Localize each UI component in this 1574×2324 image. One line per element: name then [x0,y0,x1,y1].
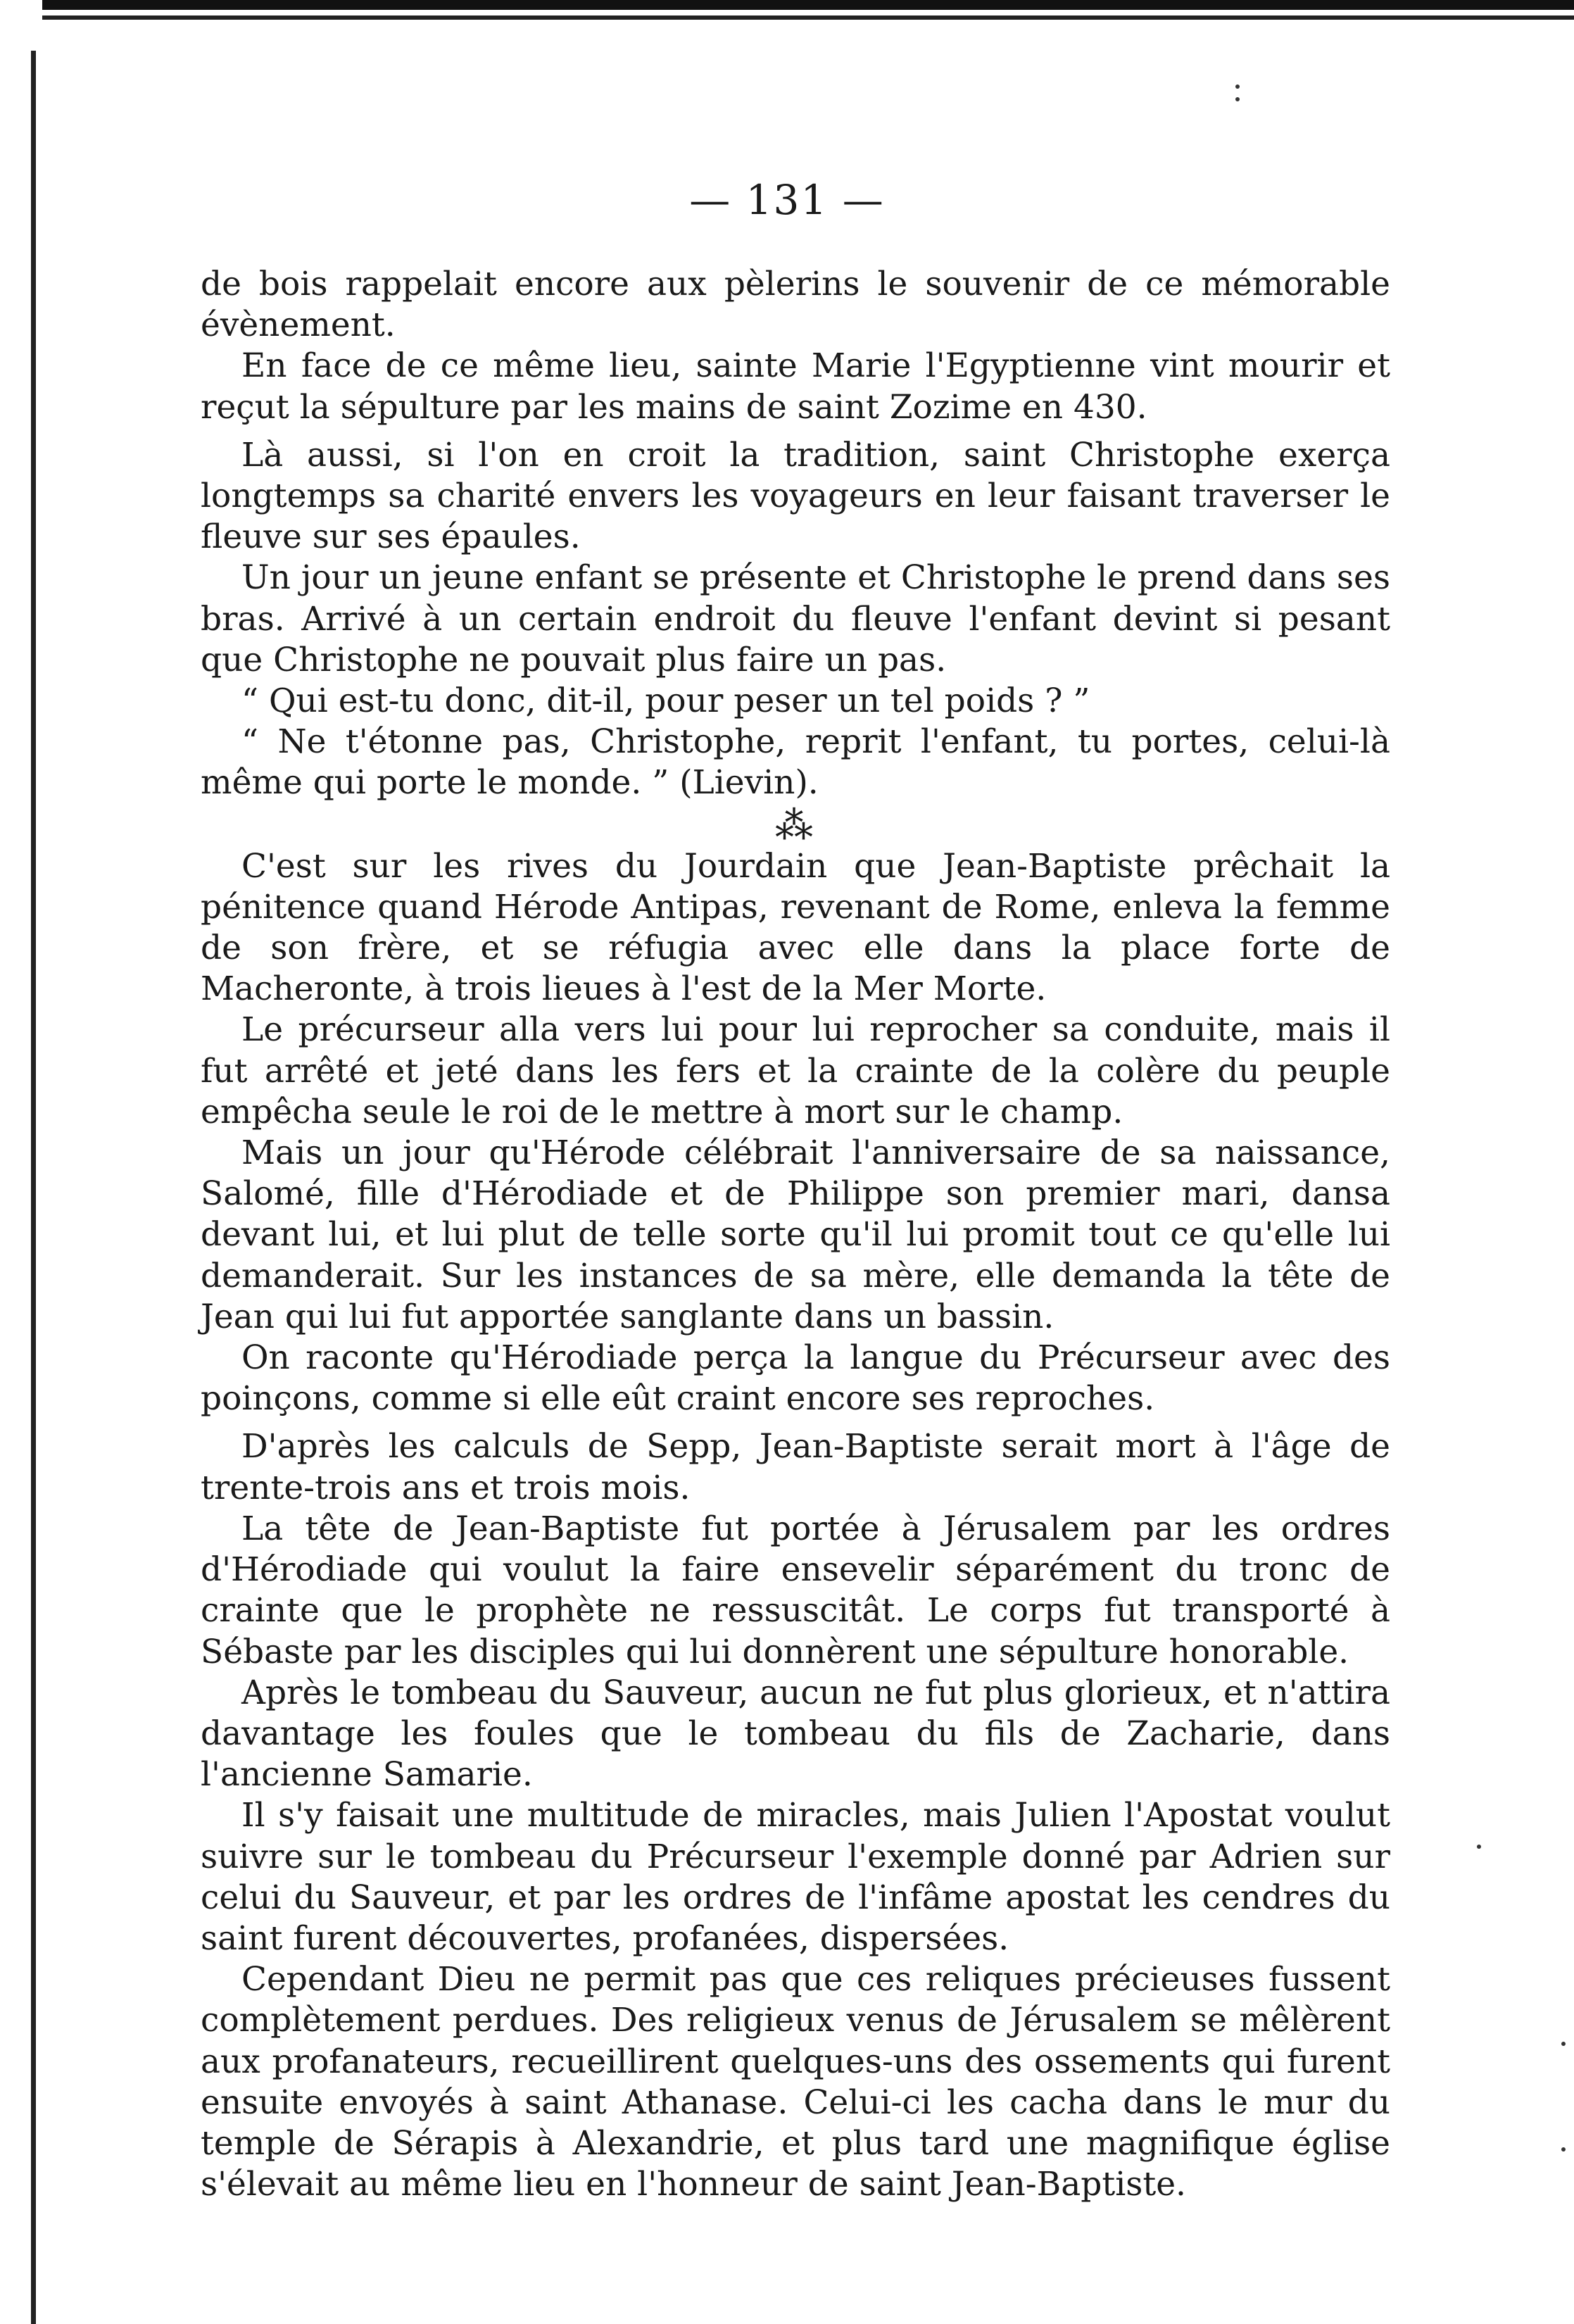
print-speck [1561,2042,1566,2046]
left-binding-edge [31,51,36,2324]
print-speck [1235,84,1240,89]
paragraph: “ Ne t'étonne pas, Christophe, reprit l'enfant, tu portes, celui-là même qui porte le monde. ” (Lievin). [201,722,1390,803]
paragraph: Un jour un jeune enfant se présente et Christophe le prend dans ses bras. Arrivé à un certain endroit du fleuve l'enfant devint si pesant que Christophe ne pouvait plus faire un pas. [201,558,1390,679]
top-border-rule [42,0,1574,10]
paragraph: La tête de Jean-Baptiste fut portée à Jérusalem par les ordres d'Hérodiade qui voulut la faire ensevelir séparément du tronc de crainte que le prophète ne ressuscitât. Le corps fut transporté à Sébaste par les disciples qui lui donnèrent une sépulture honorable. [201,1509,1390,1671]
print-speck [1235,97,1240,101]
section-asterism: ⁂ [775,803,816,848]
paragraph: C'est sur les rives du Jourdain que Jean-Baptiste prêchait la pénitence quand Hérode Antipas, revenant de Rome, enleva la femme de son frère, et se réfugia avec elle dans la place forte de Macheronte, à trois lieues à l'est de la Mer Morte. [201,846,1390,1009]
print-speck [1477,1845,1481,1849]
paragraph: Mais un jour qu'Hérode célébrait l'anniversaire de sa naissance, Salomé, fille d'Hérodiade et de Philippe son premier mari, dansa devant lui, et lui plut de telle sorte qu'il lui promit tout ce qu'elle lui demanderait. Sur les instances de sa mère, elle demanda la tête de Jean qui lui fut apportée sanglante dans un bassin. [201,1133,1390,1336]
page-number: — 131 — [689,176,885,224]
print-speck [1561,2147,1566,2152]
paragraph: Il s'y faisait une multitude de miracles, mais Julien l'Apostat voulut suivre sur le tombeau du Précurseur l'exemple donné par Adrien sur celui du Sauveur, et par les ordres de l'infâme apostat les cendres du saint furent découvertes, profanées, dispersées. [201,1796,1390,1958]
paragraph: Le précurseur alla vers lui pour lui reprocher sa conduite, mais il fut arrêté et jeté dans les fers et la crainte de la colère du peuple empêcha seule le roi de le mettre à mort sur le champ. [201,1010,1390,1131]
paragraph: “ Qui est-tu donc, dit-il, pour peser un tel poids ? ” [241,682,1090,721]
body-text [201,264,1390,2205]
paragraph: D'après les calculs de Sepp, Jean-Baptiste serait mort à l'âge de trente-trois ans et trois mois. [201,1427,1390,1507]
paragraph: Cependant Dieu ne permit pas que ces reliques précieuses fussent complètement perdues. Des religieux venus de Jérusalem se mêlèrent aux profanateurs, recueillirent quelques-uns des ossements qui furent ensuite envoyés à saint Athanase. Celui-ci les cacha dans le mur du temple de Sérapis à Alexandrie, et plus tard une magnifique église s'élevait au même lieu en l'honneur de saint Jean-Baptiste. [201,1960,1390,2204]
paragraph: En face de ce même lieu, sainte Marie l'Egyptienne vint mourir et reçut la sépulture par les mains de saint Zozime en 430. [201,346,1390,427]
top-border-rule-thin [42,15,1574,20]
paragraph: Là aussi, si l'on en croit la tradition, saint Christophe exerça longtemps sa charité envers les voyageurs en leur faisant traverser le fleuve sur ses épaules. [201,435,1390,557]
paragraph: Après le tombeau du Sauveur, aucun ne fut plus glorieux, et n'attira davantage les foules que le tombeau du fils de Zacharie, dans l'ancienne Samarie. [201,1673,1390,1795]
paragraph: On raconte qu'Hérodiade perça la langue du Précurseur avec des poinçons, comme si elle eût craint encore ses reproches. [201,1338,1390,1419]
paragraph: de bois rappelait encore aux pèlerins le souvenir de ce mémorable évènement. [201,265,1390,345]
